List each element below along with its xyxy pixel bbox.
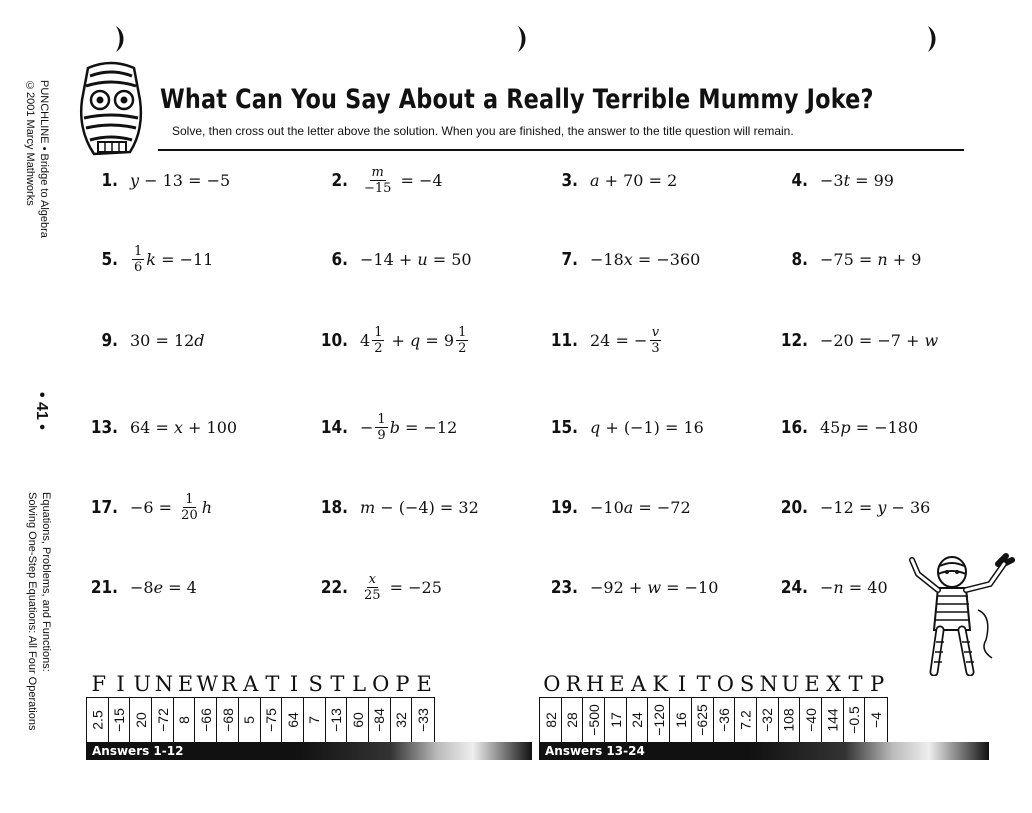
- answer-cell: [152, 698, 174, 742]
- answer-letter: L: [352, 672, 367, 696]
- equation-text: + (−1) = 16: [600, 417, 704, 437]
- variable: a: [590, 170, 600, 190]
- answer-letter: F: [91, 672, 107, 696]
- equation: [590, 325, 664, 356]
- equation: [820, 498, 930, 517]
- problem-9: [82, 320, 205, 360]
- equation-text: +: [386, 330, 411, 350]
- problem-6: [312, 239, 472, 279]
- answers-label-1-12: Answers 1-12: [86, 742, 296, 760]
- title-rule: [158, 149, 964, 151]
- problem-17: [82, 487, 212, 527]
- equation: [590, 578, 718, 597]
- variable: y: [877, 497, 887, 517]
- answer-letter: A: [631, 672, 647, 696]
- answer-cell: [261, 698, 283, 742]
- answer-letter: N: [759, 672, 778, 696]
- answer-strip-1-12: [86, 697, 435, 742]
- answer-value: 5: [241, 716, 258, 724]
- answer-letter: I: [116, 672, 125, 696]
- answers-label-13-24: Answers 13-24: [539, 742, 749, 760]
- answer-value: 32: [392, 712, 409, 728]
- equation-text: −: [360, 417, 374, 437]
- answer-letter: U: [133, 672, 152, 696]
- variable: n: [877, 249, 888, 269]
- answer-letter: A: [243, 672, 259, 696]
- answer-value: 7.2: [737, 710, 754, 730]
- answer-letter: P: [870, 672, 885, 696]
- equation-text: = −360: [632, 249, 701, 269]
- equation-text: = 40: [843, 577, 888, 597]
- numerator: 1: [185, 491, 194, 507]
- equation: [820, 418, 918, 437]
- numerator: 1: [458, 324, 467, 340]
- answer-cell: [844, 698, 866, 742]
- fraction: [362, 572, 383, 603]
- equation-text: 30 = 12: [130, 330, 195, 350]
- equation: [130, 578, 197, 597]
- equation: [590, 418, 704, 437]
- answer-value: −33: [415, 708, 432, 732]
- denominator: −15: [364, 180, 392, 196]
- variable: q: [410, 330, 421, 350]
- topic-line: Solving One-Step Equations: All Four Operations: [26, 492, 38, 731]
- equation-text: −75 =: [820, 249, 878, 269]
- equation-text: −12 =: [820, 497, 878, 517]
- answer-cell: [412, 698, 434, 742]
- answer-cell: [195, 698, 217, 742]
- equation: [820, 250, 921, 269]
- equation: [130, 492, 212, 523]
- equation-text: −14 +: [360, 249, 418, 269]
- problem-number: 7.: [561, 248, 578, 270]
- answer-value: −84: [371, 708, 388, 732]
- numerator: 1: [377, 411, 386, 427]
- answer-letter: W: [196, 672, 219, 696]
- equation-text: 45: [820, 417, 841, 437]
- problem-number: 8.: [791, 248, 808, 270]
- answer-letter: U: [781, 672, 800, 696]
- answer-value: −13: [327, 708, 344, 732]
- answer-cell: [217, 698, 239, 742]
- answer-cell: [87, 698, 109, 742]
- answer-cell: [735, 698, 757, 742]
- answer-cell: [130, 698, 152, 742]
- answer-value: 8: [176, 716, 193, 724]
- problem-19: [542, 487, 691, 527]
- problem-number: 22.: [320, 576, 348, 598]
- equation: [360, 165, 443, 196]
- problem-number: 12.: [780, 329, 808, 351]
- answer-value: −120: [650, 704, 667, 736]
- problem-number: 15.: [550, 416, 578, 438]
- equation: [820, 331, 938, 350]
- equation-text: = 50: [427, 249, 472, 269]
- problem-2: [312, 160, 443, 200]
- answer-value: 17: [607, 712, 624, 728]
- variable: x: [173, 417, 183, 437]
- answer-cell: [800, 698, 822, 742]
- equation-text: 24 = −: [590, 330, 648, 350]
- equation-text: = −180: [850, 417, 919, 437]
- problem-number: 9.: [101, 329, 118, 351]
- equation-text: = −12: [399, 417, 458, 437]
- problem-number: 18.: [320, 496, 348, 518]
- numerator: x: [368, 571, 376, 587]
- fraction: [375, 412, 387, 443]
- binder-hole-mark: [924, 24, 942, 54]
- equation-text: −10: [590, 497, 624, 517]
- equation-text: = −25: [384, 577, 442, 597]
- answer-cell: [757, 698, 779, 742]
- variable: m: [360, 497, 376, 517]
- answer-value: 20: [132, 712, 149, 728]
- equation-text: = −72: [633, 497, 691, 517]
- fraction: [649, 325, 661, 356]
- answer-cell: [627, 698, 649, 742]
- answer-letter: N: [154, 672, 174, 696]
- answer-letter: E: [177, 672, 194, 696]
- answer-value: 7: [306, 716, 323, 724]
- problem-21: [82, 567, 197, 607]
- answer-strip-13-24: [539, 697, 888, 742]
- equation-text: 64 =: [130, 417, 174, 437]
- answer-cell: [239, 698, 261, 742]
- equation: [360, 325, 470, 356]
- answer-letter: R: [221, 672, 237, 696]
- equation-text: − (−4) = 32: [375, 497, 479, 517]
- problem-12: [772, 320, 938, 360]
- equation-text: + 70 = 2: [599, 170, 678, 190]
- answer-cell: [109, 698, 131, 742]
- answer-value: 60: [349, 712, 366, 728]
- problem-8: [772, 239, 921, 279]
- problem-3: [542, 160, 677, 200]
- problem-number: 23.: [550, 576, 578, 598]
- answer-letter: K: [652, 672, 669, 696]
- problem-16: [772, 407, 918, 447]
- variable: w: [924, 330, 939, 350]
- answer-cell: [326, 698, 348, 742]
- answer-value: 64: [284, 712, 301, 728]
- answer-cell: [822, 698, 844, 742]
- answer-cell: [562, 698, 584, 742]
- problem-1: [82, 160, 230, 200]
- problem-number: 5.: [101, 248, 118, 270]
- problem-number: 4.: [791, 169, 808, 191]
- variable: h: [201, 497, 213, 517]
- problem-number: 10.: [320, 329, 348, 351]
- equation: [360, 572, 442, 603]
- answer-value: 16: [672, 712, 689, 728]
- answer-bar-decoration: [749, 742, 989, 760]
- answer-value: 2.5: [89, 710, 106, 730]
- problem-20: [772, 487, 930, 527]
- answer-letters-1-12: [88, 672, 435, 698]
- problem-number: 20.: [780, 496, 808, 518]
- fraction: [372, 325, 384, 356]
- answer-letter: P: [395, 672, 410, 696]
- problem-number: 24.: [780, 576, 808, 598]
- instructions: Solve, then cross out the letter above the solution. When you are finished, the answer to the title question will remain.: [172, 124, 794, 138]
- publisher-line: PUNCHLINE • Bridge to Algebra: [38, 80, 50, 238]
- answer-value: −625: [694, 704, 711, 736]
- numerator: 1: [374, 324, 383, 340]
- problem-7: [542, 239, 700, 279]
- variable: d: [194, 330, 205, 350]
- problem-number: 17.: [90, 496, 118, 518]
- equation-text: = 99: [850, 170, 894, 190]
- equation-text: = 9: [420, 330, 455, 350]
- problem-22: [312, 567, 442, 607]
- topic-line: Equations, Problems, and Functions:: [40, 492, 52, 672]
- denominator: 9: [377, 427, 386, 443]
- answer-cell: [369, 698, 391, 742]
- variable: e: [153, 577, 164, 597]
- equation-text: 4: [360, 330, 371, 350]
- equation-text: = −4: [395, 170, 443, 190]
- problem-14: [312, 407, 457, 447]
- answer-letter: E: [416, 672, 432, 696]
- problem-number: 16.: [780, 416, 808, 438]
- equation: [590, 498, 691, 517]
- equation: [820, 171, 894, 190]
- equation-text: −6 =: [130, 497, 178, 517]
- equation: [360, 498, 479, 517]
- denominator: 2: [374, 340, 383, 356]
- fraction: [456, 325, 468, 356]
- problem-11: [542, 320, 664, 360]
- equation-text: + 100: [182, 417, 238, 437]
- numerator: v: [651, 324, 660, 340]
- answer-letter: I: [289, 672, 299, 696]
- problem-10: [312, 320, 470, 360]
- answer-value: −4: [868, 712, 885, 728]
- fraction: [362, 165, 393, 196]
- equation-text: = 4: [163, 577, 197, 597]
- answer-value: −32: [759, 708, 776, 732]
- variable: x: [623, 249, 633, 269]
- problem-number: 3.: [561, 169, 578, 191]
- answer-cell: [605, 698, 627, 742]
- fraction: [179, 492, 200, 523]
- mummy-mask-icon: [74, 60, 148, 160]
- answer-value: 82: [542, 712, 559, 728]
- publisher-credit: [22, 80, 62, 270]
- binder-hole-mark: [112, 24, 130, 54]
- answer-cell: [714, 698, 736, 742]
- equation: [360, 250, 472, 269]
- problem-number: 21.: [90, 576, 118, 598]
- answer-cell: [391, 698, 413, 742]
- answer-cell: [282, 698, 304, 742]
- binder-hole-mark: [514, 24, 532, 54]
- answer-letter: T: [848, 672, 863, 696]
- problem-number: 14.: [320, 416, 348, 438]
- answer-cell: [347, 698, 369, 742]
- equation-text: + 9: [887, 249, 922, 269]
- problem-number: 2.: [331, 169, 348, 191]
- answer-value: −75: [262, 708, 279, 732]
- equation-text: −3: [820, 170, 844, 190]
- mummy-illustration-icon: [908, 550, 1018, 676]
- answer-letter: O: [543, 672, 561, 696]
- variable: a: [623, 497, 634, 517]
- answer-value: −40: [802, 708, 819, 732]
- answer-cell: [174, 698, 196, 742]
- problem-24: [772, 567, 888, 607]
- problem-number: 11.: [550, 329, 578, 351]
- topic-caption: [24, 492, 64, 762]
- answer-cell: [670, 698, 692, 742]
- answer-letter: T: [265, 672, 280, 696]
- numerator: m: [371, 164, 384, 180]
- copyright-line: ©2001 Marcy Mathworks: [24, 80, 36, 206]
- answer-letters-13-24: [541, 672, 888, 698]
- answer-letter: S: [308, 672, 323, 696]
- equation-text: − 13 = −5: [139, 170, 231, 190]
- numerator: 1: [134, 243, 143, 259]
- answer-letter: T: [330, 672, 345, 696]
- equation: [130, 171, 230, 190]
- page-title: What Can You Say About a Really Terrible Mummy Joke?: [160, 84, 874, 115]
- answer-letter: E: [609, 672, 625, 696]
- variable: y: [130, 170, 140, 190]
- answer-value: −36: [715, 708, 732, 732]
- variable: p: [840, 417, 851, 437]
- answer-letter: E: [804, 672, 820, 696]
- answer-value: −66: [197, 708, 214, 732]
- problem-number: 1.: [101, 169, 118, 191]
- problem-18: [312, 487, 479, 527]
- equation: [360, 412, 457, 443]
- answer-value: −68: [219, 708, 236, 732]
- answer-value: 108: [780, 708, 797, 732]
- equation: [820, 578, 888, 597]
- denominator: 2: [458, 340, 467, 356]
- denominator: 3: [651, 340, 660, 356]
- problem-5: [82, 239, 213, 279]
- denominator: 6: [134, 259, 143, 275]
- problem-number: 19.: [550, 496, 578, 518]
- equation-text: −: [820, 577, 834, 597]
- denominator: 20: [181, 507, 198, 523]
- answer-letter: X: [826, 672, 842, 696]
- answer-letter: T: [696, 672, 711, 696]
- answer-value: −500: [585, 704, 602, 736]
- answer-value: −72: [154, 708, 171, 732]
- answer-letter: S: [739, 672, 755, 696]
- answer-cell: [692, 698, 714, 742]
- answer-letter: R: [565, 672, 582, 696]
- equation: [590, 171, 677, 190]
- variable: n: [833, 577, 844, 597]
- problem-number: 6.: [331, 248, 348, 270]
- variable: q: [590, 417, 601, 437]
- equation-text: = −10: [661, 577, 719, 597]
- variable: k: [146, 249, 156, 269]
- answer-cell: [540, 698, 562, 742]
- equation-text: = −11: [155, 249, 214, 269]
- answer-cell: [648, 698, 670, 742]
- answer-bar-decoration: [296, 742, 532, 760]
- answer-value: 24: [629, 712, 646, 728]
- answer-value: −15: [111, 708, 128, 732]
- equation-text: −20 = −7 +: [820, 330, 925, 350]
- variable: u: [417, 249, 428, 269]
- problem-number: 13.: [90, 416, 118, 438]
- equation-text: −8: [130, 577, 154, 597]
- answer-cell: [304, 698, 326, 742]
- variable: w: [647, 577, 662, 597]
- equation: [130, 244, 213, 275]
- answer-letter: I: [677, 672, 687, 696]
- variable: t: [843, 170, 851, 190]
- equation-text: − 36: [886, 497, 931, 517]
- answer-cell: [779, 698, 801, 742]
- answer-letter: O: [716, 672, 734, 696]
- answer-letter: O: [372, 672, 390, 696]
- page-number: • 41 •: [33, 392, 50, 430]
- problem-13: [82, 407, 237, 447]
- problem-15: [542, 407, 704, 447]
- fraction: [132, 244, 144, 275]
- variable: b: [389, 417, 400, 437]
- equation: [130, 418, 237, 437]
- equation-text: −92 +: [590, 577, 648, 597]
- equation: [130, 331, 205, 350]
- answer-value: 28: [564, 712, 581, 728]
- answer-value: 144: [824, 708, 841, 732]
- equation-text: −18: [590, 249, 624, 269]
- problem-23: [542, 567, 718, 607]
- answer-cell: [583, 698, 605, 742]
- answer-value: −0.5: [845, 706, 862, 734]
- equation: [590, 250, 700, 269]
- denominator: 25: [364, 587, 381, 603]
- answer-letter: H: [586, 672, 605, 696]
- answer-cell: [865, 698, 887, 742]
- problem-4: [772, 160, 894, 200]
